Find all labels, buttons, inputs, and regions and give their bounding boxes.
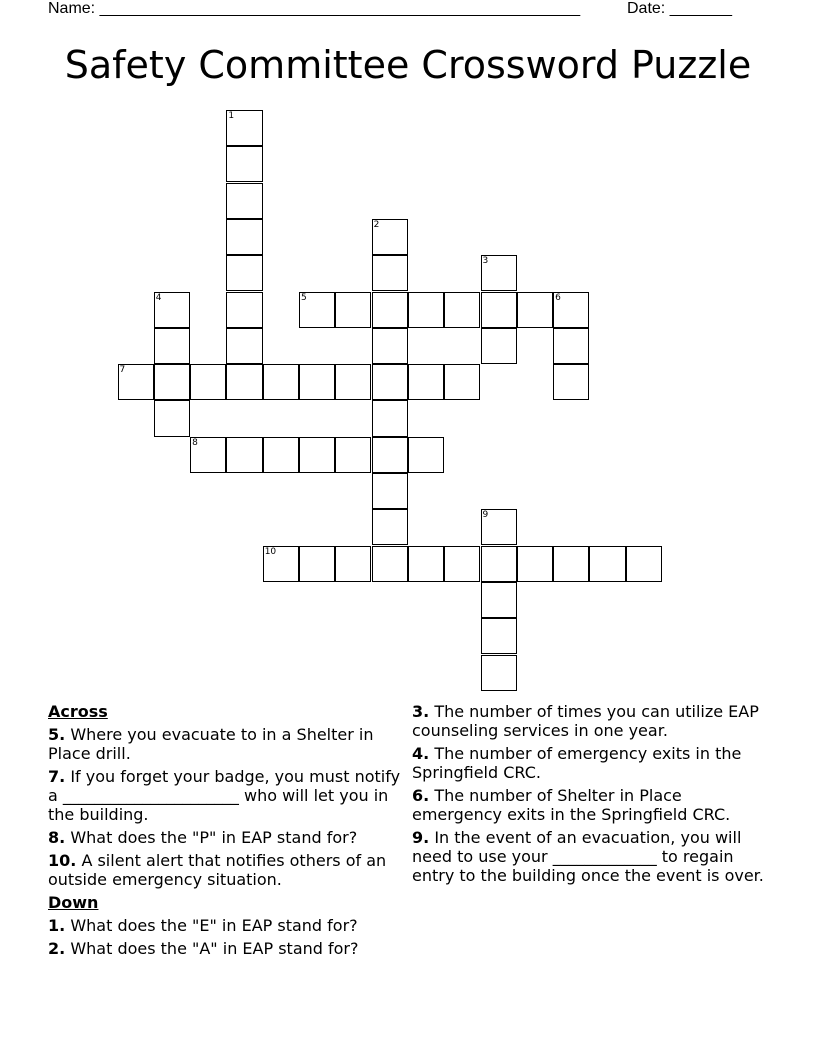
clue-down-9 xyxy=(412,828,772,885)
clue-down-4 xyxy=(412,744,772,782)
crossword-cell[interactable] xyxy=(481,546,517,582)
crossword-cell-input[interactable] xyxy=(373,365,407,399)
crossword-cell-input[interactable] xyxy=(336,438,370,472)
crossword-cell-input[interactable] xyxy=(482,256,516,290)
crossword-cell[interactable] xyxy=(481,509,517,545)
crossword-cell[interactable] xyxy=(154,400,190,436)
crossword-cell-input[interactable] xyxy=(191,438,225,472)
crossword-cell[interactable] xyxy=(408,364,444,400)
clue-down-1 xyxy=(48,916,410,935)
crossword-cell-input[interactable] xyxy=(482,656,516,690)
clue-text: The number of emergency exits in the Springfield CRC. xyxy=(412,744,742,782)
crossword-cell-input[interactable] xyxy=(227,438,261,472)
clue-text: In the event of an evacuation, you will need to use your _____________ to regain entry to the building once the event is over. xyxy=(412,828,764,885)
clue-text: The number of times you can utilize EAP counseling services in one year. xyxy=(412,702,759,740)
clue-number: 10. xyxy=(48,851,77,870)
crossword-cell[interactable] xyxy=(335,437,371,473)
crossword-cell[interactable] xyxy=(589,546,625,582)
crossword-cell[interactable] xyxy=(372,400,408,436)
crossword-cell[interactable] xyxy=(226,437,262,473)
crossword-cell-input[interactable] xyxy=(336,293,370,327)
crossword-cell[interactable] xyxy=(299,546,335,582)
down-heading: Down xyxy=(48,893,99,912)
crossword-cell-input[interactable] xyxy=(373,510,407,544)
clue-across-10 xyxy=(48,851,410,889)
crossword-cell-input[interactable] xyxy=(554,329,588,363)
crossword-cell-input[interactable] xyxy=(155,365,189,399)
clue-number: 6. xyxy=(412,786,430,805)
clue-number-label: 5 xyxy=(301,292,307,303)
crossword-cell-input[interactable] xyxy=(445,547,479,581)
crossword-cell[interactable] xyxy=(553,546,589,582)
clue-number-label: 8 xyxy=(192,437,198,448)
crossword-cell[interactable] xyxy=(372,473,408,509)
crossword-cell[interactable] xyxy=(408,292,444,328)
clue-across-5 xyxy=(48,725,410,763)
crossword-cell-input[interactable] xyxy=(300,547,334,581)
crossword-cell-input[interactable] xyxy=(227,256,261,290)
crossword-cell-input[interactable] xyxy=(155,329,189,363)
crossword-cell[interactable] xyxy=(299,292,335,328)
crossword-cell[interactable] xyxy=(481,618,517,654)
crossword-cell[interactable] xyxy=(299,364,335,400)
date-field[interactable]: Date: _______ xyxy=(627,0,732,17)
crossword-cell-input[interactable] xyxy=(590,547,624,581)
crossword-cell-input[interactable] xyxy=(518,547,552,581)
crossword-cell-input[interactable] xyxy=(554,365,588,399)
clue-down-2 xyxy=(48,939,410,958)
crossword-cell[interactable] xyxy=(481,655,517,691)
crossword-cell[interactable] xyxy=(372,509,408,545)
clue-text: What does the "A" in EAP stand for? xyxy=(70,939,359,958)
clue-number: 9. xyxy=(412,828,430,847)
crossword-cell-input[interactable] xyxy=(336,365,370,399)
clue-number: 2. xyxy=(48,939,66,958)
crossword-cell-input[interactable] xyxy=(227,111,261,145)
crossword-cell-input[interactable] xyxy=(627,547,661,581)
crossword-cell[interactable] xyxy=(372,328,408,364)
crossword-cell[interactable] xyxy=(408,437,444,473)
crossword-cell[interactable] xyxy=(444,292,480,328)
crossword-cell-input[interactable] xyxy=(482,583,516,617)
crossword-cell[interactable] xyxy=(335,546,371,582)
crossword-cell-input[interactable] xyxy=(373,220,407,254)
across-heading: Across xyxy=(48,702,108,721)
crossword-cell[interactable] xyxy=(444,364,480,400)
crossword-cell[interactable] xyxy=(118,364,154,400)
crossword-cell-input[interactable] xyxy=(373,293,407,327)
crossword-cell[interactable] xyxy=(226,292,262,328)
crossword-cell[interactable] xyxy=(335,364,371,400)
crossword-cell-input[interactable] xyxy=(409,293,443,327)
crossword-cell[interactable] xyxy=(372,364,408,400)
clue-number: 3. xyxy=(412,702,430,721)
crossword-cell-input[interactable] xyxy=(264,438,298,472)
crossword-cell[interactable] xyxy=(481,328,517,364)
crossword-cell-input[interactable] xyxy=(227,147,261,181)
crossword-cell[interactable] xyxy=(226,255,262,291)
clue-across-8 xyxy=(48,828,410,847)
crossword-cell[interactable] xyxy=(263,546,299,582)
crossword-cell-input[interactable] xyxy=(409,438,443,472)
crossword-cell-input[interactable] xyxy=(373,329,407,363)
clue-text: If you forget your badge, you must notify a ______________________ who will let you in the building. xyxy=(48,767,401,824)
crossword-cell[interactable] xyxy=(226,110,262,146)
crossword-cell-input[interactable] xyxy=(373,438,407,472)
crossword-cell[interactable] xyxy=(226,183,262,219)
clue-down-6 xyxy=(412,786,772,824)
clues-left-column xyxy=(48,702,410,962)
clue-number-label: 10 xyxy=(264,546,277,557)
clue-text: What does the "E" in EAP stand for? xyxy=(70,916,358,935)
crossword-cell-input[interactable] xyxy=(554,547,588,581)
crossword-cell-input[interactable] xyxy=(300,438,334,472)
crossword-cell-input[interactable] xyxy=(227,220,261,254)
crossword-cell-input[interactable] xyxy=(227,365,261,399)
crossword-cell-input[interactable] xyxy=(482,547,516,581)
crossword-cell-input[interactable] xyxy=(227,293,261,327)
crossword-cell[interactable] xyxy=(553,328,589,364)
crossword-cell[interactable] xyxy=(553,292,589,328)
crossword-cell-input[interactable] xyxy=(445,365,479,399)
clue-number-label: 7 xyxy=(119,365,126,376)
crossword-cell[interactable] xyxy=(154,292,190,328)
clue-number-label: 4 xyxy=(155,292,162,303)
crossword-cell-input[interactable] xyxy=(373,256,407,290)
crossword-cell[interactable] xyxy=(372,546,408,582)
clue-number-label: 3 xyxy=(482,256,489,267)
crossword-cell-input[interactable] xyxy=(191,365,225,399)
crossword-cell[interactable] xyxy=(226,364,262,400)
crossword-cell-input[interactable] xyxy=(300,365,334,399)
crossword-cell-input[interactable] xyxy=(482,329,516,363)
crossword-cell[interactable] xyxy=(481,582,517,618)
crossword-cell[interactable] xyxy=(481,292,517,328)
crossword-cell[interactable] xyxy=(481,255,517,291)
crossword-cell[interactable] xyxy=(335,292,371,328)
crossword-cell[interactable] xyxy=(263,364,299,400)
crossword-cell-input[interactable] xyxy=(518,293,552,327)
clue-text: The number of Shelter in Place emergency exits in the Springfield CRC. xyxy=(412,786,731,824)
crossword-cell[interactable] xyxy=(226,328,262,364)
crossword-cell[interactable] xyxy=(444,546,480,582)
clue-number: 8. xyxy=(48,828,66,847)
clue-number: 5. xyxy=(48,725,66,744)
crossword-cell-input[interactable] xyxy=(554,293,588,327)
crossword-cell-input[interactable] xyxy=(227,329,261,363)
clue-text: A silent alert that notifies others of an outside emergency situation. xyxy=(48,851,387,889)
clues-right-column xyxy=(412,702,772,889)
crossword-cell[interactable] xyxy=(408,546,444,582)
crossword-cell-input[interactable] xyxy=(373,401,407,435)
crossword-cell-input[interactable] xyxy=(482,510,516,544)
clue-number: 4. xyxy=(412,744,430,763)
crossword-cell-input[interactable] xyxy=(409,365,443,399)
crossword-cell-input[interactable] xyxy=(119,365,153,399)
crossword-cell-input[interactable] xyxy=(336,547,370,581)
name-field[interactable]: Name: ______________________________________________________ xyxy=(48,0,581,17)
crossword-cell[interactable] xyxy=(626,546,662,582)
crossword-cell-input[interactable] xyxy=(264,547,298,581)
crossword-cell[interactable] xyxy=(154,364,190,400)
crossword-cell[interactable] xyxy=(226,146,262,182)
crossword-cell[interactable] xyxy=(372,255,408,291)
clue-number: 1. xyxy=(48,916,66,935)
clue-across-7 xyxy=(48,767,410,824)
clue-down-3 xyxy=(412,702,772,740)
clue-number: 7. xyxy=(48,767,66,786)
crossword-cell[interactable] xyxy=(154,328,190,364)
crossword-cell[interactable] xyxy=(372,219,408,255)
clue-number-label: 6 xyxy=(555,292,561,303)
crossword-cell-input[interactable] xyxy=(409,547,443,581)
crossword-cell[interactable] xyxy=(372,292,408,328)
crossword-cell-input[interactable] xyxy=(373,474,407,508)
clue-text: What does the "P" in EAP stand for? xyxy=(70,828,358,847)
crossword-cell-input[interactable] xyxy=(482,619,516,653)
crossword-cell[interactable] xyxy=(263,437,299,473)
crossword-cell-input[interactable] xyxy=(373,547,407,581)
crossword-cell-input[interactable] xyxy=(445,293,479,327)
clue-number-label: 9 xyxy=(482,510,489,521)
crossword-cell[interactable] xyxy=(517,546,553,582)
crossword-cell[interactable] xyxy=(299,437,335,473)
crossword-cell-input[interactable] xyxy=(155,293,189,327)
crossword-cell-input[interactable] xyxy=(482,293,516,327)
crossword-cell[interactable] xyxy=(226,219,262,255)
clue-number-label: 1 xyxy=(228,111,235,121)
crossword-cell[interactable] xyxy=(372,437,408,473)
crossword-cell[interactable] xyxy=(190,437,226,473)
crossword-cell[interactable] xyxy=(517,292,553,328)
crossword-cell-input[interactable] xyxy=(155,401,189,435)
clue-number-label: 2 xyxy=(373,219,380,230)
clue-text: Where you evacuate to in a Shelter in Place drill. xyxy=(48,725,374,763)
page-title: Safety Committee Crossword Puzzle xyxy=(64,43,752,87)
crossword-cell[interactable] xyxy=(190,364,226,400)
crossword-cell-input[interactable] xyxy=(300,293,334,327)
crossword-cell-input[interactable] xyxy=(227,184,261,218)
crossword-cell-input[interactable] xyxy=(264,365,298,399)
crossword-cell[interactable] xyxy=(553,364,589,400)
